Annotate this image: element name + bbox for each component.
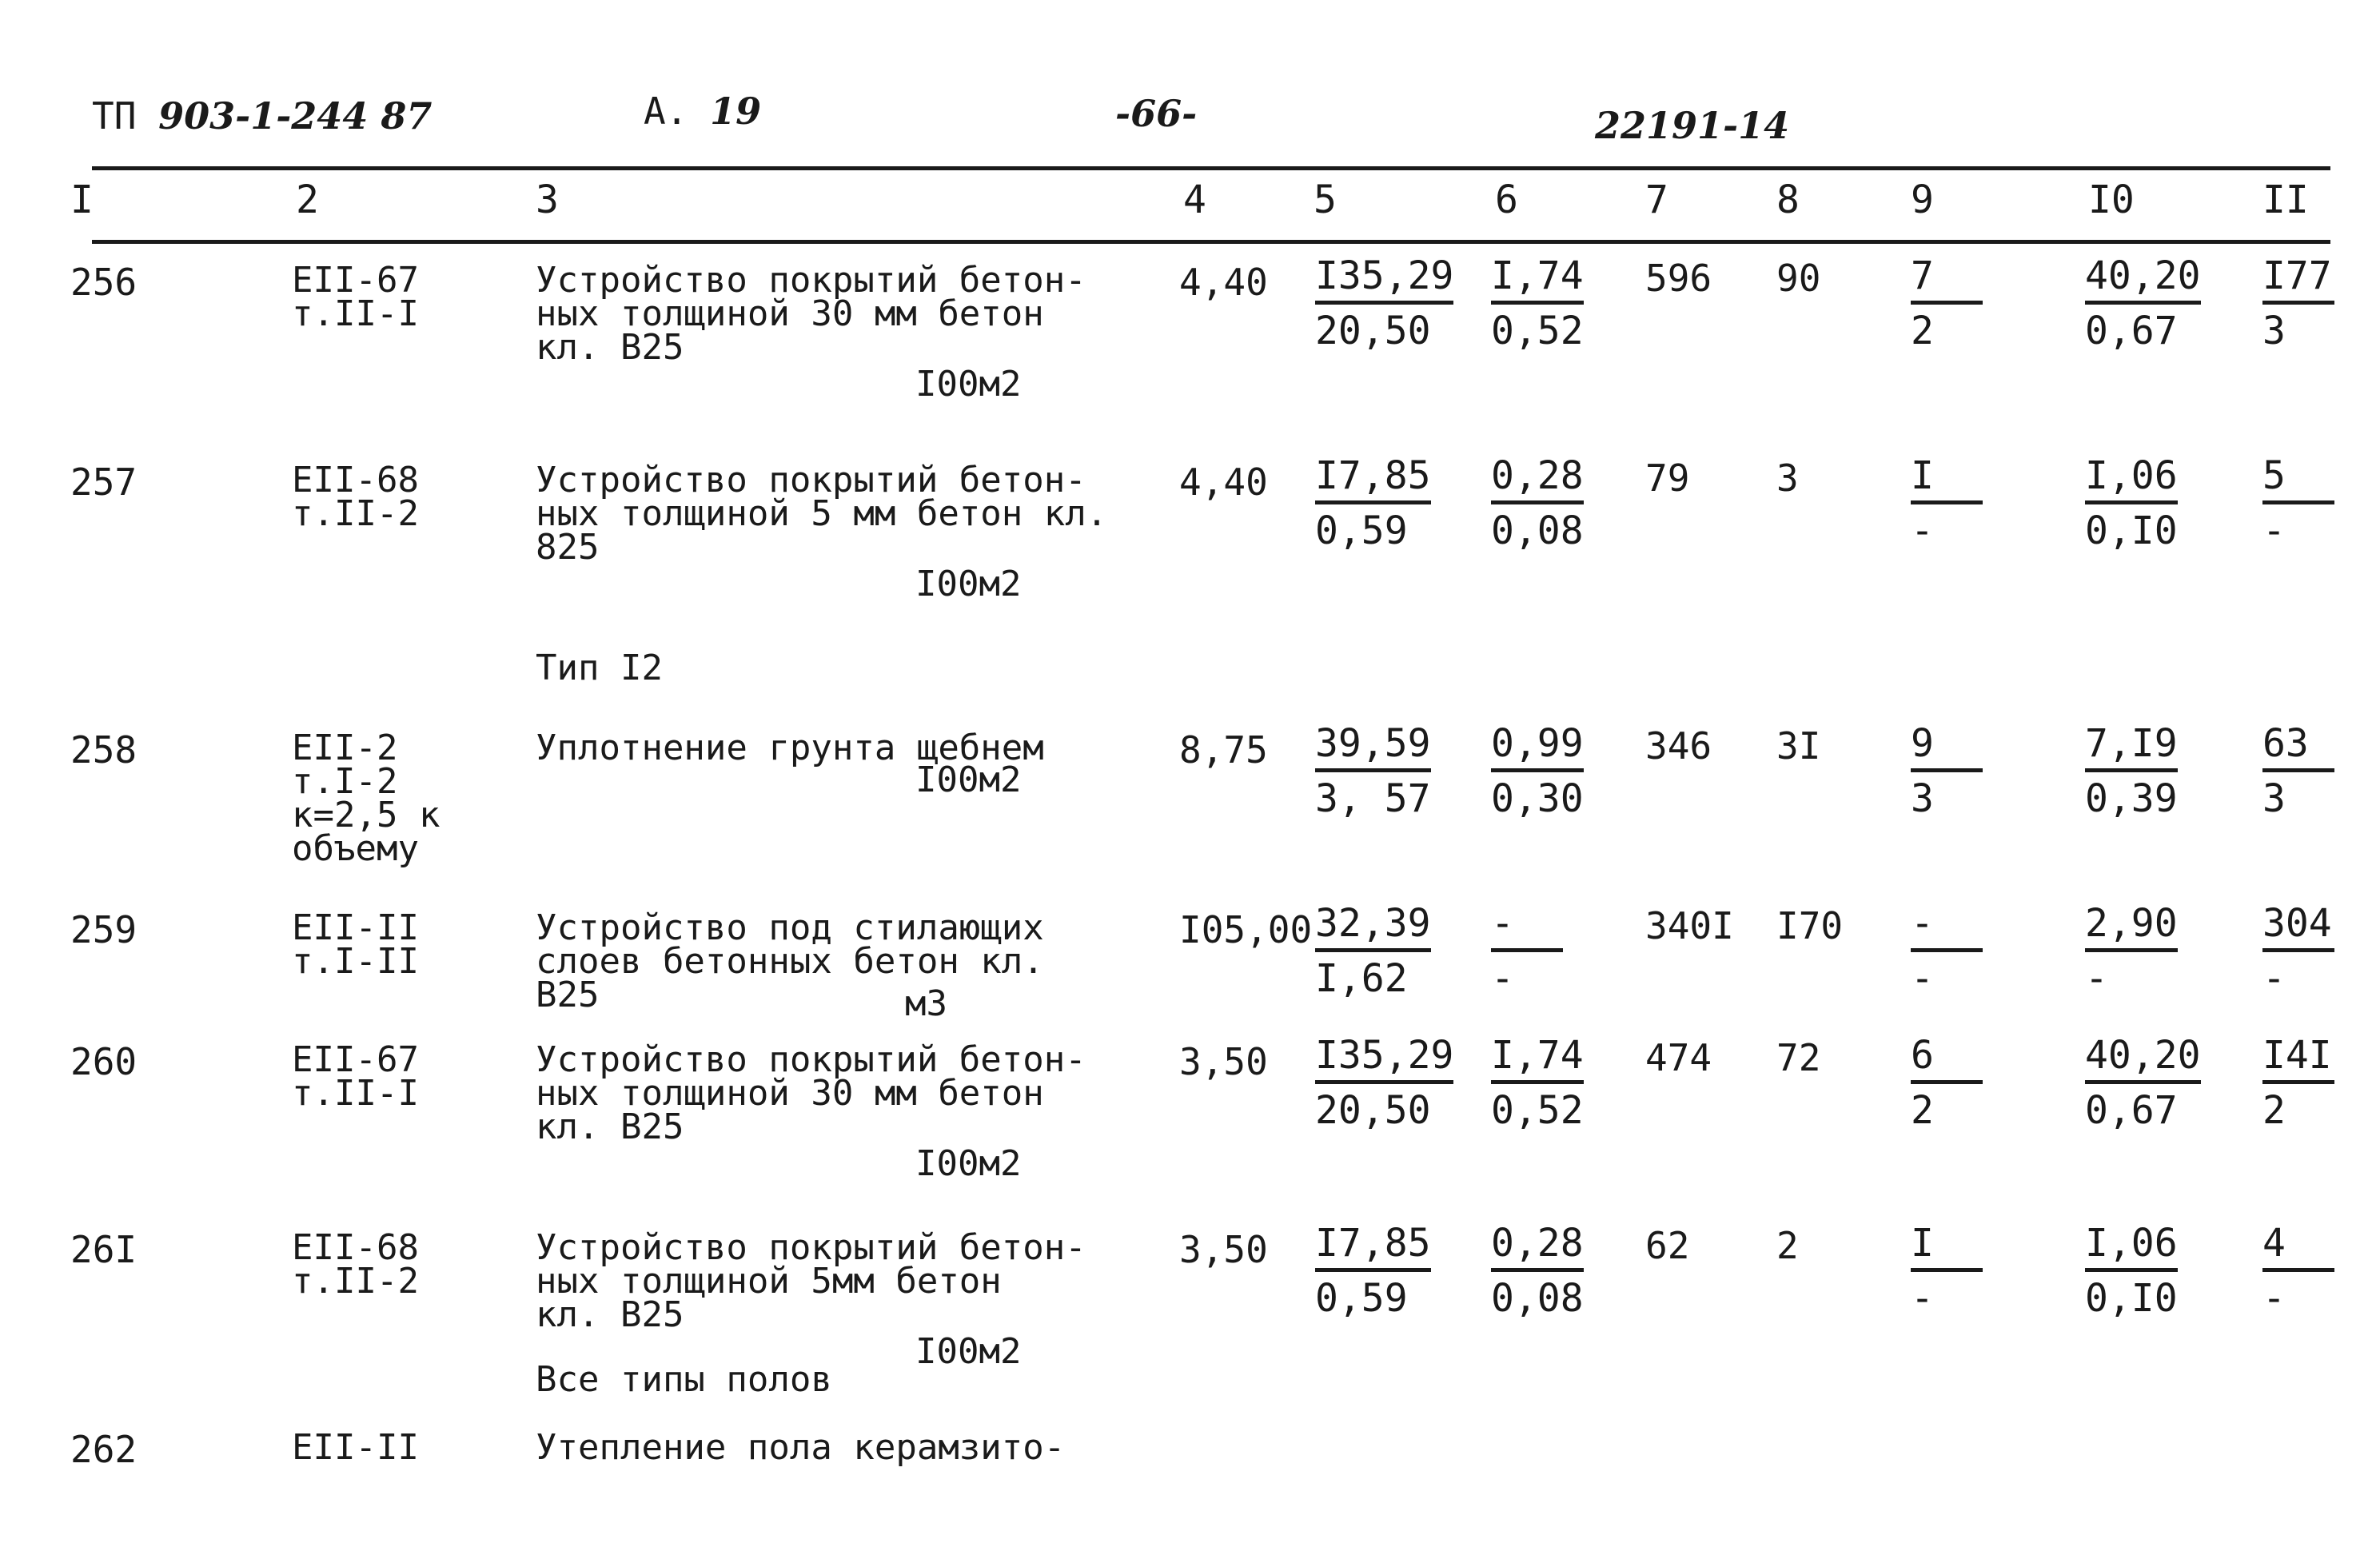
norm-code-line: т.II-I [292,293,419,334]
row-number: 260 [70,1040,138,1083]
work-description-line: Уплотнение грунта щебнем [536,728,1044,768]
machine-total-denominator: - [1911,508,1934,553]
unit-cost-numerator: 32,39 [1315,903,1431,952]
work-description-line: Устройство покрытий бетон- [536,260,1086,301]
machine-cost-numerator: 0,28 [1491,456,1584,504]
wage-total: 3I [1776,724,1821,768]
labor-total-numerator: 304 [2262,903,2334,952]
labor-total-denominator: 3 [2262,776,2286,821]
unit-cost-numerator: I35,29 [1315,256,1453,305]
labor-per-unit-numerator: 40,20 [2085,1035,2201,1084]
quantity: 3,50 [1179,1228,1268,1271]
col-header-6: 6 [1495,177,1518,222]
machine-cost-numerator: I,74 [1491,256,1584,305]
labor-total-numerator: 5 [2262,456,2334,504]
unit-cost-numerator: I35,29 [1315,1035,1453,1084]
machine-total [1911,1033,1983,1133]
machine-total [1911,903,1983,999]
labor-total-denominator: 3 [2262,309,2286,353]
labor-per-unit [2085,1033,2201,1133]
labor-per-unit [2085,903,2178,999]
unit-cost-numerator: 39,59 [1315,724,1431,772]
unit-cost-denominator: 20,50 [1315,1088,1431,1133]
norm-code-line: т.I-II [292,941,419,982]
wage-total: 3 [1776,457,1799,500]
unit-cost [1315,253,1454,353]
total-cost: 79 [1645,457,1690,500]
norm-code-line: к=2,5 к [292,795,441,835]
quantity: I05,00 [1179,908,1313,951]
machine-cost [1491,1033,1584,1133]
machine-total-numerator: 9 [1911,724,1983,772]
norm-code-line: EII-2 [292,728,398,768]
unit-of-measure: I00м2 [915,1143,1022,1184]
machine-total [1911,721,1983,821]
machine-cost-numerator: 0,99 [1491,724,1584,772]
col-header-2: 2 [296,177,319,222]
labor-per-unit-denominator: 0,67 [2085,1088,2178,1133]
labor-per-unit-numerator: 40,20 [2085,256,2201,305]
wage-total: 2 [1776,1224,1799,1267]
page-number: -66- [1115,92,1198,135]
unit-cost-denominator: 20,50 [1315,309,1431,353]
work-description-line: ных толщиной 30 мм бетон [536,293,1044,334]
col-header-11: II [2262,177,2309,222]
work-description-line: Утепление пола керамзито- [536,1427,1066,1468]
unit-of-measure: I00м2 [915,364,1022,405]
machine-cost-denominator: 0,08 [1491,1276,1584,1321]
machine-total-numerator: 6 [1911,1035,1983,1084]
machine-cost-numerator: - [1491,903,1563,952]
labor-per-unit-numerator: 2,90 [2085,903,2178,952]
doc-code-prefix: ТП [92,94,137,138]
norm-code-line: т.I-2 [292,761,398,802]
work-description-line: ных толщиной 5 мм бетон кл. [536,493,1108,534]
unit-cost-denominator: 0,59 [1315,508,1408,553]
doc-code [92,94,432,138]
norm-code-line: EII-II [292,1427,419,1468]
total-cost: 340I [1645,904,1734,947]
labor-total-denominator: - [2262,508,2286,553]
quantity: 4,40 [1179,261,1268,304]
row-number: 257 [70,461,138,504]
unit-of-measure: м3 [905,983,947,1024]
machine-total [1911,1221,1983,1321]
norm-code-line: EII-II [292,907,419,948]
work-description-line: 825 [536,527,600,568]
labor-total-denominator: 2 [2262,1088,2286,1133]
col-header-4: 4 [1183,177,1206,222]
labor-total-numerator: I4I [2262,1035,2334,1084]
machine-cost [1491,253,1584,353]
labor-total [2262,903,2334,999]
row-number: 258 [70,728,138,772]
labor-total [2262,1221,2334,1321]
labor-per-unit-denominator: 0,I0 [2085,508,2178,553]
total-cost: 62 [1645,1224,1690,1267]
work-description-line: кл. В25 [536,1294,684,1335]
quantity: 3,50 [1179,1040,1268,1083]
norm-code-line: EII-68 [292,1227,419,1268]
doc-code-handwritten: 903-1-244 87 [158,94,433,138]
labor-per-unit-numerator: I,06 [2085,456,2178,504]
labor-total-denominator: - [2262,956,2286,1001]
work-description-line: В25 [536,975,600,1015]
row-number: 262 [70,1428,138,1471]
album-handwritten: 19 [710,90,762,133]
col-header-5: 5 [1314,177,1337,222]
norm-code-line: т.II-2 [292,493,419,534]
work-description-line: Устройство покрытий бетон- [536,1039,1086,1080]
work-description-line: Устройство под стилающих [536,907,1044,948]
total-cost: 596 [1645,257,1712,300]
album-prefix: А. [644,90,688,133]
machine-cost-denominator: 0,08 [1491,508,1584,553]
machine-cost-denominator: 0,52 [1491,309,1584,353]
doc-number: 22191-14 [1595,104,1790,147]
total-cost: 474 [1645,1036,1712,1079]
labor-per-unit-denominator: 0,I0 [2085,1276,2178,1321]
col-header-7: 7 [1645,177,1668,222]
norm-code-line: объему [292,828,419,869]
wage-total: 90 [1776,257,1821,300]
machine-total-numerator: - [1911,903,1983,952]
labor-per-unit [2085,1221,2178,1321]
machine-total-numerator: I [1911,456,1983,504]
labor-total-numerator: I77 [2262,256,2334,305]
labor-per-unit-denominator: - [2085,956,2108,1001]
machine-cost-denominator: - [1491,956,1514,1001]
quantity: 8,75 [1179,728,1268,772]
quantity: 4,40 [1179,461,1268,504]
wage-total: I70 [1776,904,1844,947]
col-header-1: I [70,177,94,222]
total-cost: 346 [1645,724,1712,768]
unit-of-measure: I00м2 [915,760,1022,800]
row-number: 26I [70,1228,138,1271]
labor-total-numerator: 63 [2262,724,2334,772]
labor-total [2262,453,2334,553]
norm-code-line: EII-67 [292,1039,419,1080]
header-top-rule [92,166,2330,170]
labor-total [2262,253,2334,353]
machine-total [1911,453,1983,553]
header-bottom-rule [92,240,2330,244]
unit-cost [1315,721,1431,821]
labor-total-denominator: - [2262,1276,2286,1321]
labor-per-unit-denominator: 0,67 [2085,309,2178,353]
machine-total-denominator: 2 [1911,1088,1934,1133]
machine-cost [1491,1221,1584,1321]
labor-total [2262,721,2334,821]
labor-per-unit [2085,253,2201,353]
unit-cost-numerator: I7,85 [1315,456,1431,504]
machine-cost-denominator: 0,52 [1491,1088,1584,1133]
work-description-line: Устройство покрытий бетон- [536,460,1086,500]
labor-total-numerator: 4 [2262,1223,2334,1272]
labor-per-unit [2085,721,2178,821]
machine-total-denominator: - [1911,1276,1934,1321]
machine-total-numerator: 7 [1911,256,1983,305]
machine-total-numerator: I [1911,1223,1983,1272]
wage-total: 72 [1776,1036,1821,1079]
work-description-line: кл. В25 [536,327,684,368]
album-number [644,90,761,133]
unit-cost-denominator: 3, 57 [1315,776,1431,821]
machine-cost [1491,903,1563,999]
labor-per-unit-numerator: I,06 [2085,1223,2178,1272]
unit-cost [1315,453,1431,553]
machine-total-denominator: - [1911,956,1934,1001]
labor-total [2262,1033,2334,1133]
norm-code-line: т.II-2 [292,1261,419,1302]
machine-cost [1491,721,1584,821]
work-description-line: ных толщиной 5мм бетон [536,1261,1002,1302]
machine-total-denominator: 2 [1911,309,1934,353]
section-title: Все типы полов [536,1359,832,1400]
row-number: 256 [70,261,138,304]
work-description-line: Устройство покрытий бетон- [536,1227,1086,1268]
labor-per-unit-denominator: 0,39 [2085,776,2178,821]
machine-cost-numerator: I,74 [1491,1035,1584,1084]
col-header-8: 8 [1776,177,1800,222]
machine-cost [1491,453,1584,553]
unit-cost [1315,1221,1431,1321]
norm-code-line: EII-68 [292,460,419,500]
work-description-line: слоев бетонных бетон кл. [536,941,1044,982]
labor-per-unit-numerator: 7,I9 [2085,724,2178,772]
norm-code-line: т.II-I [292,1073,419,1114]
work-description-line: ных толщиной 30 мм бетон [536,1073,1044,1114]
unit-cost-denominator: I,62 [1315,956,1408,1001]
unit-cost-denominator: 0,59 [1315,1276,1408,1321]
machine-cost-denominator: 0,30 [1491,776,1584,821]
unit-cost-numerator: I7,85 [1315,1223,1431,1272]
machine-total-denominator: 3 [1911,776,1934,821]
machine-total [1911,253,1983,353]
norm-code-line: EII-67 [292,260,419,301]
row-number: 259 [70,908,138,951]
unit-of-measure: I00м2 [915,1331,1022,1372]
section-title: Тип I2 [536,648,663,688]
unit-of-measure: I00м2 [915,564,1022,604]
work-description-line: кл. В25 [536,1106,684,1147]
unit-cost [1315,903,1431,999]
col-header-9: 9 [1911,177,1934,222]
machine-cost-numerator: 0,28 [1491,1223,1584,1272]
labor-per-unit [2085,453,2178,553]
unit-cost [1315,1033,1454,1133]
col-header-3: 3 [536,177,559,222]
col-header-10: I0 [2088,177,2135,222]
